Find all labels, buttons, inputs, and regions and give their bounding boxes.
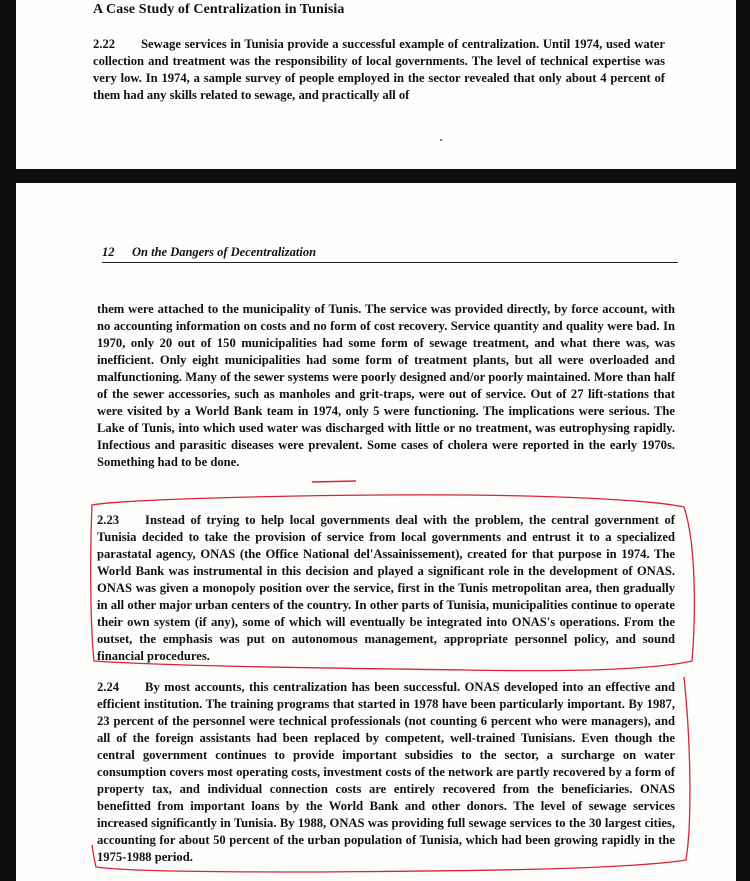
page-bottom (16, 183, 736, 881)
paragraph-continuation: them were attached to the municipality of Tunis. The service was provided directly, by force account, with no accounting information on costs and no form of cost recovery. Service quantity and quality were bad. In 1970, only 20 out of 150 municipalities had some form of sewage treatment, and what there was, was inefficient. Only eight municipalities had some form of treatment plants, but all were overloaded and malfunctioning. Many of the sewer systems were poorly designed and/or poorly maintained. More than half of the sewer accessories, such as manholes and grit-traps, were out of service. Out of 27 lift-stations that were visited by a World Bank team in 1974, only 5 were functioning. The implications were serious. The Lake of Tunis, into which used water was discharged with little or no treatment, was eutrophysing rapidly. Infectious and parasitic diseases were prevalent. Some cases of cholera were reported in the early 1970s. Something had to be done. (97, 302, 675, 469)
paragraph-number: 2.22 (93, 37, 116, 51)
paragraph-text: Instead of trying to help local governments deal with the problem, the central government of Tunisia decided to take the provision of service from local governments and entrust it to a specialized parastatal agency, ONAS (the Office National del'Assainissement), created for that purpose in 1974. The World Bank was instrumental in this decision and played a significant role in the development of ONAS. ONAS was given a monopoly position over the service, first in the Tunis metropolitan area, then gradually in all other major urban centers of the country. In other parts of Tunisia, municipalities continue to operate their own system (if any), some of which will eventually be integrated into ONAS's operations. From the outset, the emphasis was put on autonomous management, appropriate personnel policy, and sound financial procedures. (97, 513, 675, 663)
underline-mark (312, 481, 356, 482)
paragraph-2-22 (93, 36, 665, 104)
running-header (102, 245, 678, 263)
page-number: 12 (102, 245, 115, 259)
page-top (16, 0, 736, 169)
section-heading: A Case Study of Centralization in Tunisia (93, 2, 345, 17)
paragraph-text: Sewage services in Tunisia provide a successful example of centralization. Until 1974, used water collection and treatment was the responsibility of local governments. The level of technical expertise was very low. In 1974, a sample survey of people employed in the sector revealed that only about 4 percent of them had any skills related to sewage, and practically all of (93, 37, 665, 102)
running-title: On the Dangers of Decentralization (132, 245, 317, 259)
paragraph-2-24 (97, 679, 675, 866)
paragraph-2-23 (97, 512, 675, 665)
paragraph-text: By most accounts, this centralization has been successful. ONAS developed into an effective and efficient institution. The training programs that started in 1978 have been particularly important. By 1987, 23 percent of the personnel were technical professionals (not counting 6 percent who were managers), and all of the foreign assistants had been replaced by competent, well-trained Tunisians. Even though the central government continues to provide important subsidies to the sector, a surcharge on water consumption covers most operating costs, investment costs of the network are partly recovered by a form of property tax, and individual connection costs are entirely recovered from the beneficiaries. ONAS benefitted from important loans by the World Bank and other donors. The level of sewage services increased significantly in Tunisia. By 1988, ONAS was providing full sewage services to the 30 largest cities, accounting for about 50 percent of the urban population of Tunisia, which had been growing rapidly in the 1975-1988 period. (97, 680, 675, 864)
speck (440, 139, 442, 141)
paragraph-number: 2.23 (97, 513, 120, 527)
paragraph-number: 2.24 (97, 680, 120, 694)
